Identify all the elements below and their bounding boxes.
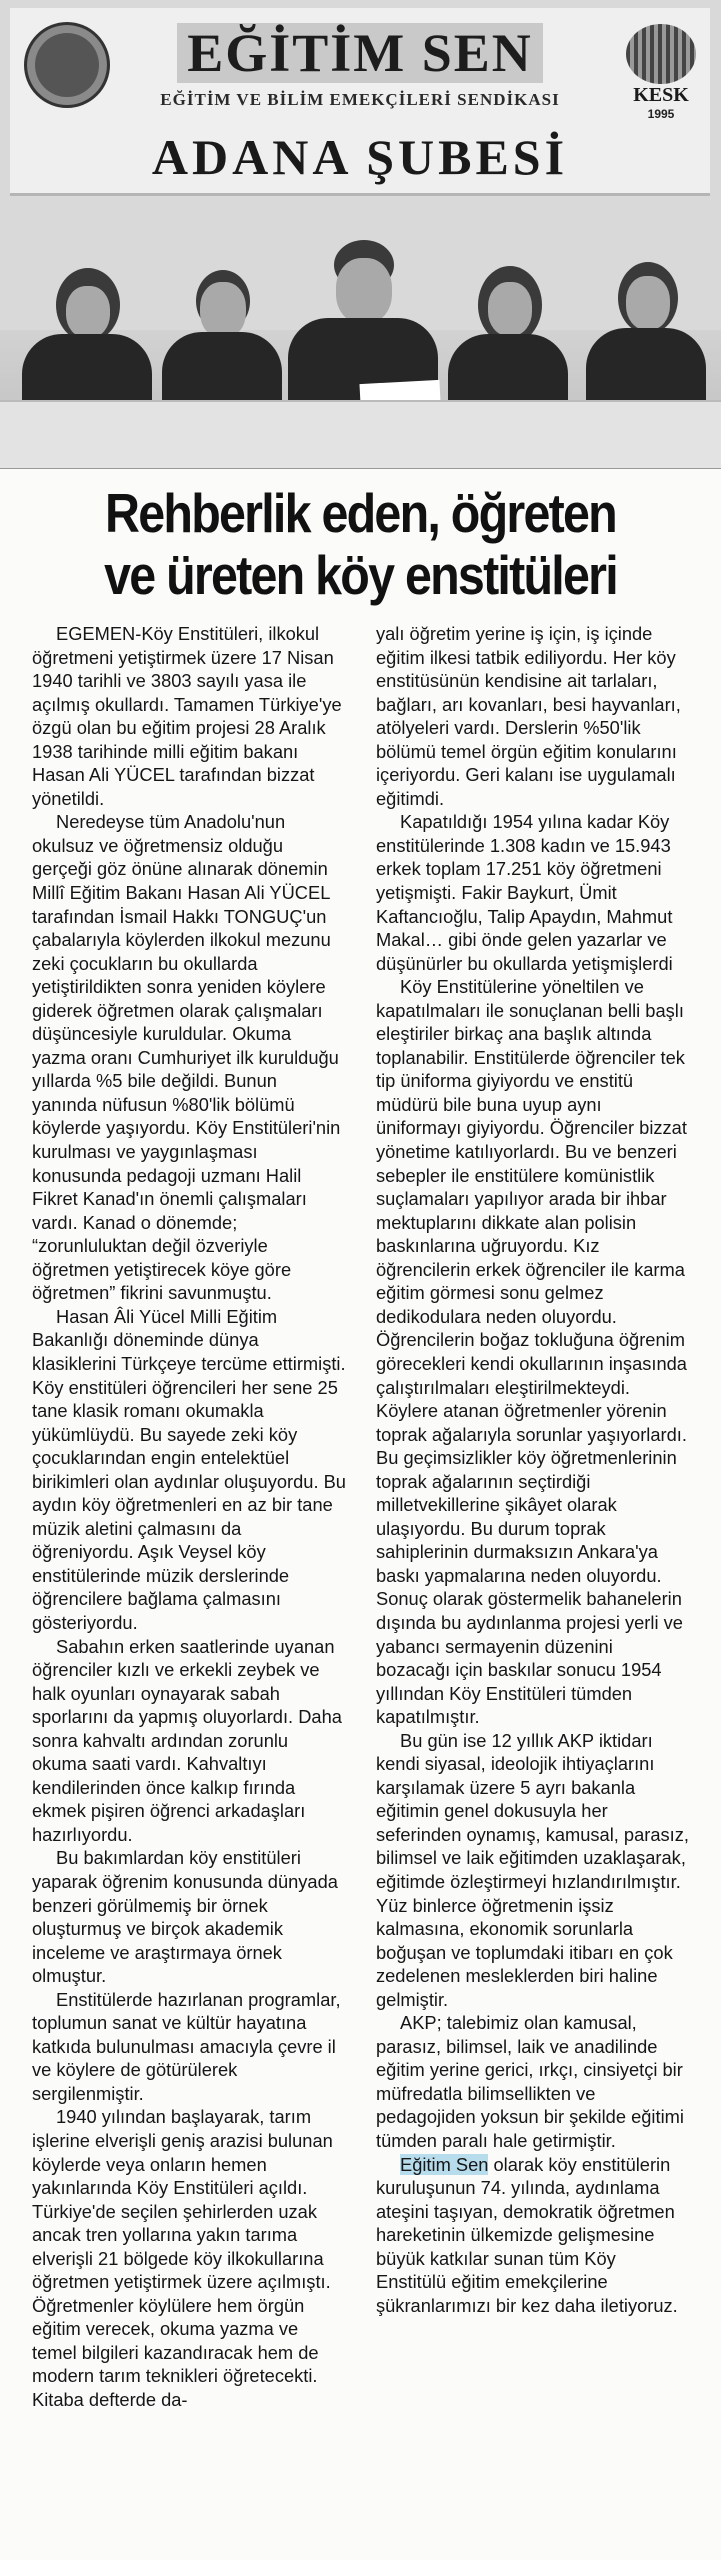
person-1 xyxy=(22,268,152,418)
person-5 xyxy=(586,262,706,412)
article-body xyxy=(32,622,690,2552)
paragraph: 1940 yılından başlayarak, tarım işlerine elverişli geniş arazisi bulunan köylerde veya onların hemen yakınlarında Köy Enstitüleri açıldı. Türkiye'de seçilen şehirlerden uzak ancak tren yollarına yakın tarıma elverişli 21 bölgede köy ilkokullarına öğretmen yetiştirmek üzere açılmıştı. Öğretmenler köylülere hem örgün eğitim verecek, okuma yazma ve temel bilgileri kazandıracak hem de modern tarım teknikleri öğretecekti. Kitaba defterde da- xyxy=(32,2106,333,2411)
paragraph: Sabahın erken saatlerinde uyanan öğrenciler kızlı ve erkekli zeybek ve halk oyunları oynayarak sabah sporlarını da yapmış oluyorlardı. Daha sonra kahvaltı ardından zorunlu okuma saati vardı. Kahvaltıyı kendilerinden önce kalkıp fırında ekmek pişiren öğrenci arkadaşları hazırlıyordu. xyxy=(32,1635,342,1845)
paragraph: Enstitülerde hazırlanan programlar, toplumun sanat ve kültür hayatına katkıda bulunulması amacıyla çevre il ve köylere de götürülerek sergilenmiştir. xyxy=(32,1988,341,2104)
paragraph: yalı öğretim yerine iş için, iş içinde eğitim ilkesi tatbik ediliyordu. Her köy enstitüsünün kendisine ait tarlaları, bağları, arı kovanları, besi hayvanları, atölyeleri vardı. Derslerin %50'lik bölümü temel örgün eğitim konularını içeriyordu. Geri kalanı ise uygulamalı eğitimdi. xyxy=(376,623,681,809)
paragraph: Kapatıldığı 1954 yılına kadar Köy enstitülerinde 1.308 kadın ve 15.943 erkek toplam 17.251 köy öğretmeni yetişmişti. Fakir Baykurt, Ümit Kaftancıoğlu, Talip Apaydın, Mahmut Makal… gibi önde gelen yazarlar ve düşünürler bu okullarda yetişmişlerdi xyxy=(376,811,673,974)
article-photo xyxy=(0,0,721,469)
column-left xyxy=(32,622,346,2552)
headline xyxy=(43,482,677,606)
union-banner xyxy=(10,8,710,196)
highlighted-union-name: Eğitim Sen xyxy=(400,2153,489,2175)
kesk-logo-name: KESK xyxy=(633,84,689,106)
paragraph-closing xyxy=(376,2153,690,2318)
kesk-logo xyxy=(626,24,696,124)
banner-subtitle: EĞİTİM VE BİLİM EMEKÇİLERİ SENDİKASI xyxy=(160,90,560,109)
paragraph: EGEMEN-Köy Enstitüleri, ilkokul öğretmeni yetiştirmek üzere 17 Nisan 1940 tarihli ve 3803 sayılı yasa ile açılmış okullardı. Tamamen Türkiye'ye özgü olan bu eğitim projesi 28 Aralık 1938 tarihinde milli eğitim bakanı Hasan Ali YÜCEL tarafından bizzat yönetildi. xyxy=(32,623,342,809)
banner-title: EĞİTİM SEN xyxy=(10,22,710,84)
paragraph: Hasan Âli Yücel Milli Eğitim Bakanlığı döneminde dünya klasiklerini Türkçeye tercüme ettirmişti. Köy enstitüleri öğrencileri her sene 25 tane klasik romanı okumakla yükümlüydü. Bu sayede zeki köy çocuklarından engin entelektüel birikimleri olan aydınlar oluşuyordu. Bu aydın köy öğretmenleri en az bir tane müzik aletini çalmasını da öğreniyordu. Aşık Veysel köy enstitülerinde müzik derslerinde öğrencilere bağlama çalmasını gösteriyordu. xyxy=(32,1305,346,1633)
paragraph: Bu gün ise 12 yıllık AKP iktidarı kendi siyasal, ideolojik ihtiyaçlarını karşılamak üzere 5 ayrı bakanla eğitimin genel dokusuyla her seferinden oynamış, kamusal, parasız, bilimsel ve laik eğitimden uzaklaşarak, eğitimde özleştirmeyi hızlandırılmıştır. Yüz binlerce öğretmenin işsiz kalmasına, ekonomik sorunlarla boğuşan ve toplumdaki itibarı en çok zedelenen mesleklerden biri haline gelmiştir. xyxy=(376,1729,689,2010)
paragraph: AKP; talebimiz olan kamusal, parasız, bilimsel, laik ve anadilinde eğitim yerine gerici, ırkçı, cinsiyetçi bir müfredatla bilimsellikten ve pedagojiden yoksun bir şekilde eğitimi tümden paralı hale getirmiştir. xyxy=(376,2012,684,2151)
paragraph: Bu bakımlardan köy enstitüleri yaparak öğrenim konusunda dünyada benzeri görülmemiş bir örnek oluşturmuş ve birçok akademik inceleme ve araştırmaya örnek olmuştur. xyxy=(32,1847,338,1987)
banner-branch: ADANA ŞUBESİ xyxy=(151,129,569,185)
headline-line-2: ve üreten köy enstitüleri xyxy=(104,544,617,606)
kesk-logo-year: 1995 xyxy=(647,107,675,121)
column-right xyxy=(376,622,690,2552)
person-4 xyxy=(448,266,568,416)
paragraph: Köy Enstitülerine yöneltilen ve kapatılmaları ile sonuçlanan belli başlı eleştiriler birkaç ana başlık altında toplanabilir. Enstitülerde öğrenciler tek tip üniforma giyiyordu ve enstitü müdürü bile buna uyup aynı üniformayı giyiyordu. Öğrenciler bizzat yönetime katılıyorlardı. Bu ve benzeri sebepler ile enstitülere komünistlik suçlamaları yapılıyor arada bir ihbar mektuplarını dikkate alan polisin baskınlarına uğruyordu. Kız öğrencilerin erkek öğrenciler ile karma eğitim görmesi sonu gelmez dedikodulara neden oluyordu. Öğrencilerin boğaz tokluğuna öğrenim görecekleri kendi okullarının inşasında çalıştırılmaları eleştirilmekteydi. Köylere atanan öğretmenler yörenin toprak ağalarıyla sorunlar yaşıyorlardı. Bu geçimsizlikler köy öğretmenlerinin toprak ağalarının seçtirdiği milletvekillerine şikâyet olarak ulaşıyordu. Bu durum toprak sahiplerinin durmaksızın Ankara'ya baskı yapmalarına neden oluyordu. Sonuç olarak göstermelik bahanelerin dışında bu aydınlanma projesi yerli ve yabancı sermayenin düzenini bozacağı için baskılar sonucu 1954 yıllından Köy Enstitüleri tümden kapatılmıştır. xyxy=(376,976,687,1728)
globe-icon xyxy=(626,24,696,84)
person-2 xyxy=(162,270,282,420)
closing-text: olarak köy enstitülerin kuruluşunun 74. yılında, aydınlama ateşini taşıyan, demokratik öğretmen hareketinin ülkemizde gelişmesine büyük katkılar sunan tüm Köy Enstitülü eğitim emekçilerine şükranlarımızı bir kez daha iletiyoruz. xyxy=(376,2153,678,2316)
headline-line-1: Rehberlik eden, öğreten xyxy=(105,482,616,544)
table xyxy=(0,400,721,469)
paragraph: Neredeyse tüm Anadolu'nun okulsuz ve öğretmensiz olduğu gerçeği göz önüne alınarak dönemin Millî Eğitim Bakanı Hasan Ali YÜCEL tarafından İsmail Hakkı TONGUÇ'un çabalarıyla köylerden ilkokul mezunu zeki çocukların bu okullarda yetiştirildikten sonra yeniden köylere giderek öğretmen olarak çalışmaları düşüncesiyle kuruldular. Okuma yazma oranı Cumhuriyet ilk kurulduğu yıllarda %5 bile değildi. Bunun yanında nüfusun %80'lik bölümü köylerde yaşıyordu. Köy Enstitüleri'nin kurulması ve yaygınlaşması konusunda pedagoji uzmanı Halil Fikret Kanad'ın önemli çalışmaları vardı. Kanad o dönemde; “zorunluluktan değil özveriyle öğretmen yetiştirecek köye göre öğretmen” fikrini savunmuştu. xyxy=(32,811,341,1304)
